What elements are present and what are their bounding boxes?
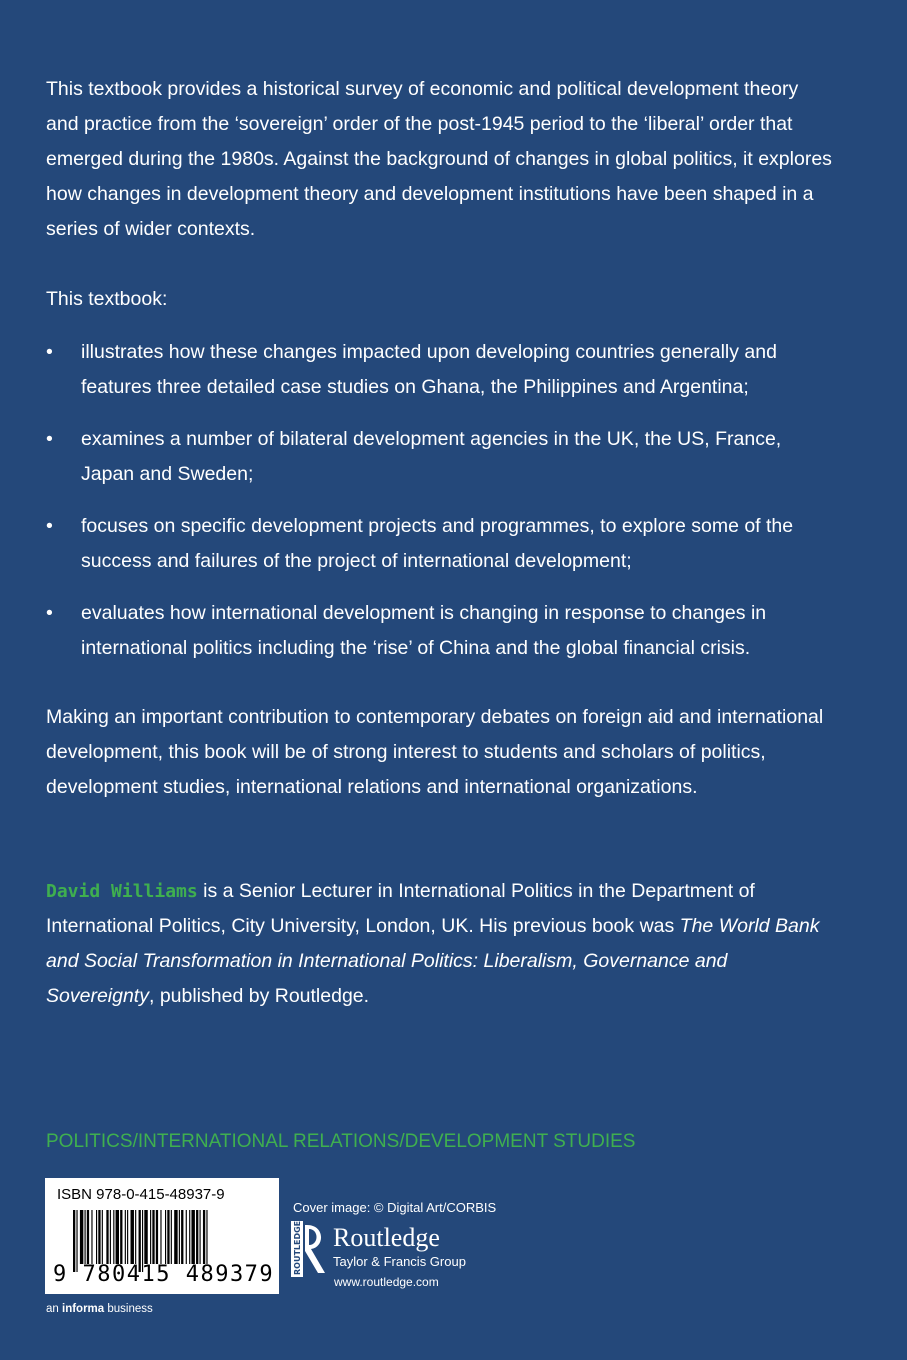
bullet-icon: •	[46, 515, 53, 537]
author-bio-text: is a Senior Lecturer in International Politics in the Department of International Politics, City University, London, UK. His previous book was	[46, 880, 755, 937]
author-bio-end: , published by Routledge.	[148, 985, 370, 1007]
routledge-mark-icon	[291, 1221, 331, 1277]
cover-image-credit: Cover image: © Digital Art/CORBIS	[293, 1200, 497, 1215]
barcode-bar	[191, 1210, 194, 1264]
publisher-group: Taylor & Francis Group	[333, 1254, 466, 1269]
barcode-bar	[196, 1210, 198, 1264]
barcode-bar	[171, 1210, 172, 1264]
intro-paragraph: This textbook provides a historical survey of economic and political development theory and practice from the ‘sovereign’ order of the post-1945 period to the ‘liberal’ order that emerged during the 1980s. Against the background of changes in global politics, it explores how changes in development theory and development institutions have been shaped in a series of wider contexts.	[46, 78, 832, 240]
feature-list	[46, 335, 836, 683]
barcode-bar	[152, 1210, 154, 1264]
barcode-bar	[156, 1210, 158, 1264]
list-item-text: illustrates how these changes impacted upon developing countries generally and features three detailed case studies on Ghana, the Philippines and Argentina;	[81, 341, 777, 398]
list-item	[46, 335, 836, 405]
barcode-bar	[96, 1210, 97, 1264]
informa-business-tag	[46, 1303, 153, 1315]
list-heading: This textbook:	[46, 288, 168, 310]
author-bio	[46, 874, 836, 1014]
barcode-bar	[80, 1210, 83, 1264]
barcode-bar	[189, 1210, 190, 1264]
previous-book-title: The World Bank and Social Transformation in International Politics: Liberalism, Governance and Sovereignty	[46, 915, 820, 1007]
barcode-bar	[200, 1210, 201, 1264]
list-item	[46, 596, 836, 666]
barcode-bar	[206, 1210, 207, 1264]
author-name: David Williams	[46, 881, 198, 902]
barcode-digits: 9 780415 489379	[53, 1262, 275, 1287]
barcode-bar	[181, 1210, 183, 1264]
barcode-bar	[113, 1210, 114, 1264]
list-item	[46, 509, 836, 579]
publisher-name: Routledge	[333, 1223, 440, 1252]
barcode-bar	[135, 1210, 136, 1264]
barcode-bar	[186, 1210, 187, 1264]
isbn-barcode	[45, 1178, 279, 1294]
bullet-icon: •	[46, 341, 53, 363]
list-item-text: examines a number of bilateral development agencies in the UK, the US, France, Japan and Sweden;	[81, 428, 782, 485]
barcode-bar	[85, 1210, 86, 1264]
subject-category: POLITICS/INTERNATIONAL RELATIONS/DEVELOPMENT STUDIES	[46, 1131, 636, 1152]
bullet-icon: •	[46, 602, 53, 624]
barcode-bar	[150, 1210, 151, 1264]
list-item-text: focuses on specific development projects and programmes, to explore some of the success and failures of the project of international development;	[81, 515, 794, 572]
routledge-logo	[291, 1221, 551, 1281]
informa-suffix: business	[104, 1303, 153, 1315]
barcode-bar	[98, 1210, 100, 1264]
barcode-bar	[174, 1210, 177, 1264]
barcode-bar	[125, 1210, 126, 1264]
barcode-bar	[120, 1210, 122, 1264]
barcode-bar	[110, 1210, 111, 1264]
barcode-bar	[91, 1210, 92, 1264]
bullet-icon: •	[46, 428, 53, 450]
barcode-bar	[87, 1210, 89, 1264]
barcode-bar	[165, 1210, 166, 1264]
list-item-text: evaluates how international development is changing in response to changes in international politics including the ‘rise’ of China and the global financial crisis.	[81, 602, 767, 659]
barcode-bar	[116, 1210, 119, 1264]
barcode-bar	[106, 1210, 108, 1264]
barcode-bar	[203, 1210, 205, 1264]
informa-prefix: an	[46, 1303, 62, 1315]
barcode-bar	[160, 1210, 161, 1264]
closing-paragraph: Making an important contribution to contemporary debates on foreign aid and international development, this book will be of strong interest to students and scholars of politics, development studies, international relations and international organizations.	[46, 706, 824, 798]
informa-brand: informa	[62, 1303, 105, 1315]
routledge-vertical-text: ROUTLEDGE	[293, 1221, 302, 1275]
barcode-bar	[131, 1210, 134, 1264]
barcode-bar	[144, 1210, 147, 1264]
publisher-url: www.routledge.com	[334, 1275, 439, 1289]
list-item	[46, 422, 836, 492]
barcode-bar	[167, 1210, 169, 1264]
isbn-number: ISBN 978-0-415-48937-9	[57, 1186, 225, 1203]
barcode-bar	[179, 1210, 180, 1264]
barcode-bar	[127, 1210, 128, 1264]
barcode-bar	[102, 1210, 103, 1264]
